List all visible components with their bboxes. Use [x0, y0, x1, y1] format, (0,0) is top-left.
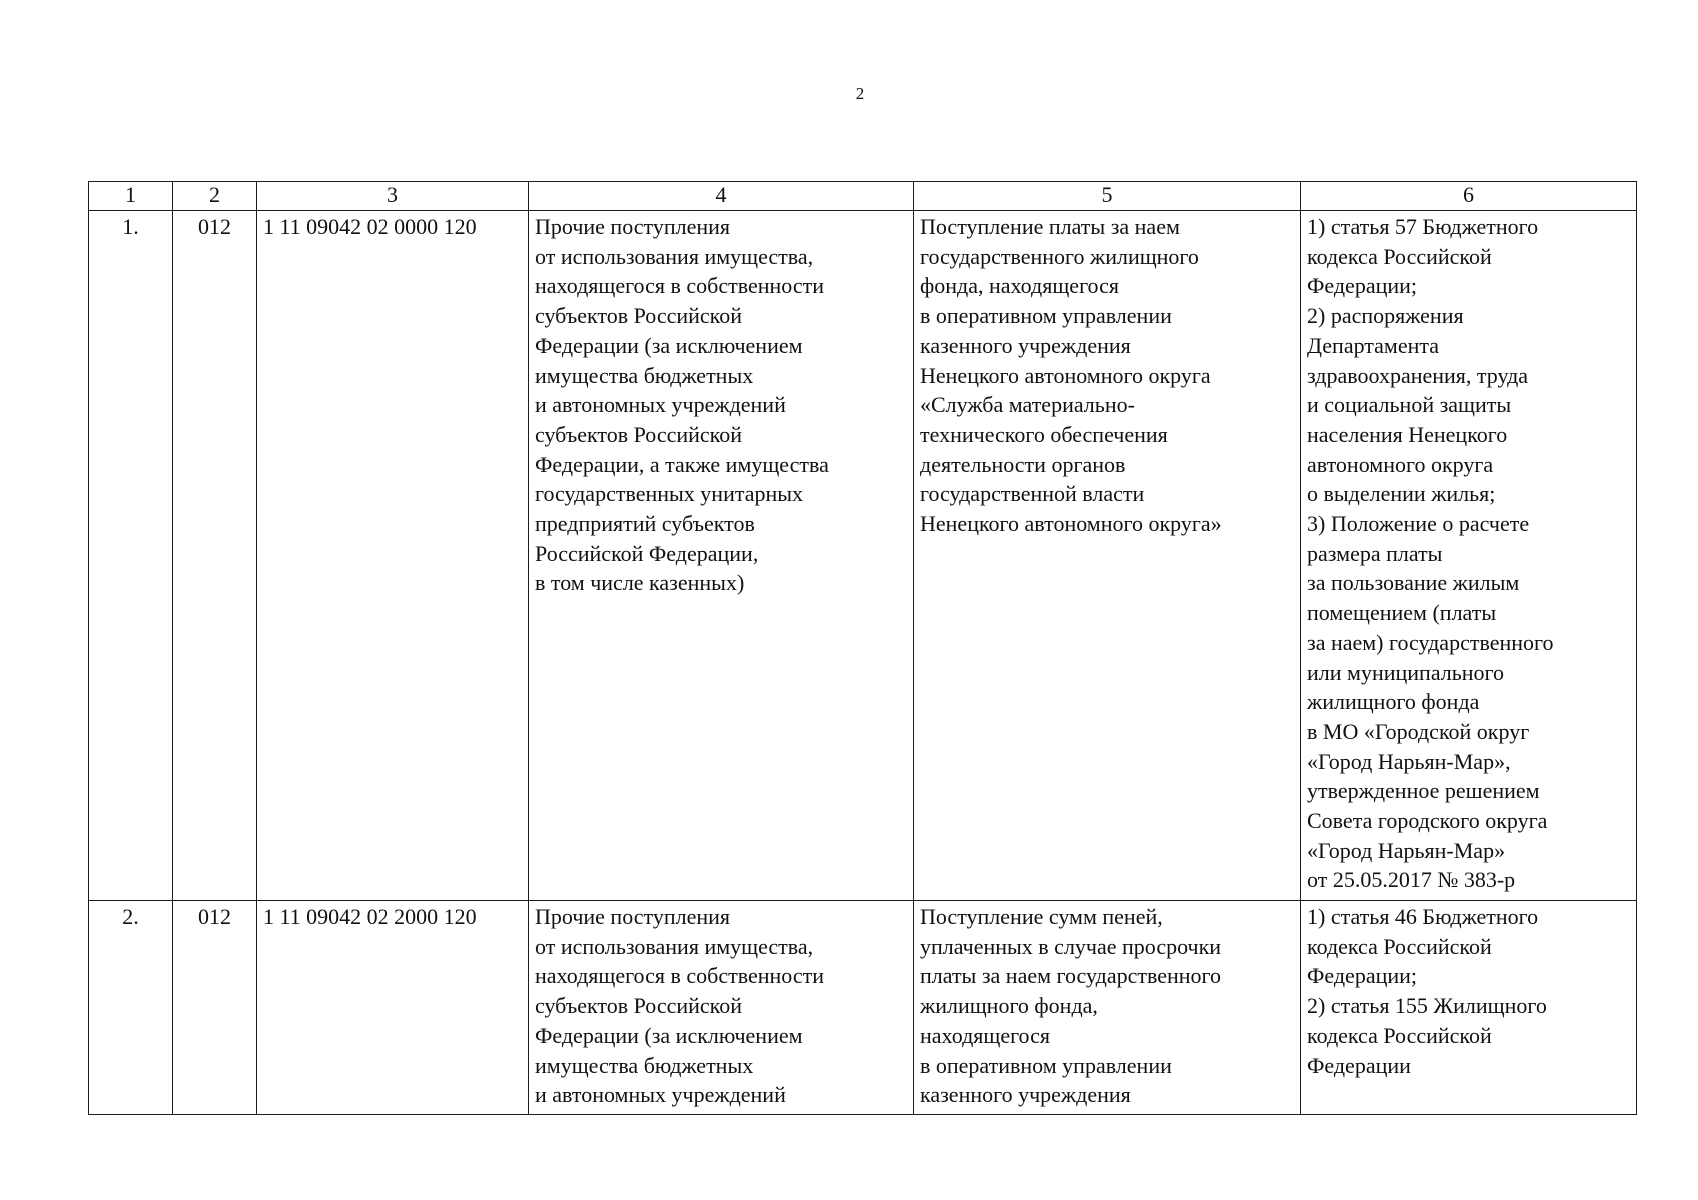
legal-basis — [1301, 901, 1637, 1115]
cell-text-line: «Город Нарьян-Мар» — [1307, 837, 1506, 863]
cell-text-line: «Служба материально- — [920, 392, 1135, 418]
cell-text-line: 1) статья 46 Бюджетного — [1307, 904, 1539, 929]
cell-text-line: за наем) государственного — [1307, 629, 1554, 655]
legal-basis — [1301, 211, 1637, 901]
cell-text-line: Федерации (за исключением — [535, 1022, 803, 1048]
cell-text-line: помещением (платы — [1307, 600, 1497, 626]
cell-text-line: или муниципального — [1307, 659, 1505, 685]
revenue-name — [529, 211, 914, 901]
cell-text-line: Ненецкого автономного округа — [920, 362, 1211, 388]
cell-text-line: имущества бюджетных — [535, 1052, 754, 1078]
cell-text-line: субъектов Российской — [535, 993, 743, 1019]
cell-text-line: от использования имущества, — [535, 933, 814, 959]
budget-classification-code: 1 11 09042 02 0000 120 — [257, 211, 529, 901]
cell-text-line: казенного учреждения — [920, 332, 1131, 358]
cell-text-line: находящегося в собственности — [535, 963, 824, 989]
cell-text-line: государственной власти — [920, 481, 1145, 507]
cell-text-line: субъектов Российской — [535, 303, 743, 329]
cell-text-line: Департамента — [1307, 332, 1440, 358]
cell-text-line: государственных унитарных — [535, 481, 804, 507]
cell-text-line: технического обеспечения — [920, 421, 1168, 447]
cell-text-line: 1) статья 57 Бюджетного — [1307, 214, 1539, 239]
revenue-description — [914, 901, 1301, 1115]
cell-text-line: жилищного фонда — [1307, 689, 1480, 715]
header-row — [89, 182, 1637, 211]
cell-text-line: Российской Федерации, — [535, 540, 759, 566]
cell-text-line: в оперативном управлении — [920, 303, 1172, 329]
cell-text-line: имущества бюджетных — [535, 362, 754, 388]
cell-text-line: уплаченных в случае просрочки — [920, 933, 1222, 959]
budget-classification-code: 1 11 09042 02 2000 120 — [257, 901, 529, 1115]
table-row — [89, 211, 1637, 901]
header-col-6: 6 — [1301, 182, 1637, 211]
cell-text-line: «Город Нарьян-Мар», — [1307, 748, 1511, 774]
cell-text-line: находящегося — [920, 1022, 1050, 1048]
page-number: 2 — [855, 84, 865, 103]
cell-text-line: и социальной защиты — [1307, 392, 1512, 418]
cell-text-line: фонда, находящегося — [920, 273, 1119, 299]
cell-text-line: утвержденное решением — [1307, 778, 1540, 804]
cell-text-line: платы за наем государственного — [920, 963, 1222, 989]
cell-text-line: размера платы — [1307, 540, 1443, 566]
cell-text-line: кодекса Российской — [1307, 933, 1492, 959]
cell-text-line: автономного округа — [1307, 451, 1494, 477]
cell-text-line: в МО «Городской округ — [1307, 718, 1530, 744]
cell-text-line: кодекса Российской — [1307, 1022, 1492, 1048]
cell-text-line: в оперативном управлении — [920, 1052, 1172, 1078]
revenue-table — [88, 181, 1637, 1115]
cell-text-line: субъектов Российской — [535, 421, 743, 447]
cell-text-line: Прочие поступления — [535, 214, 731, 239]
row-number: 1. — [89, 211, 173, 901]
cell-text-line: 2) статья 155 Жилищного — [1307, 993, 1547, 1019]
cell-text-line: 2) распоряжения — [1307, 303, 1464, 329]
header-col-1: 1 — [89, 182, 173, 211]
cell-text-line: Поступление сумм пеней, — [920, 904, 1163, 929]
cell-text-line: и автономных учреждений — [535, 392, 786, 418]
cell-text-line: находящегося в собственности — [535, 273, 824, 299]
header-col-5: 5 — [914, 182, 1301, 211]
cell-text-line: казенного учреждения — [920, 1082, 1131, 1108]
cell-text-line: Федерации — [1307, 1052, 1411, 1078]
cell-text-line: Федерации; — [1307, 963, 1418, 989]
revenue-name — [529, 901, 914, 1115]
header-col-3: 3 — [257, 182, 529, 211]
cell-text-line: от 25.05.2017 № 383-р — [1307, 867, 1516, 893]
cell-text-line: в том числе казенных) — [535, 570, 745, 596]
cell-text-line: Поступление платы за наем — [920, 214, 1180, 239]
cell-text-line: жилищного фонда, — [920, 993, 1098, 1019]
cell-text-line: населения Ненецкого — [1307, 421, 1508, 447]
cell-text-line: Федерации, а также имущества — [535, 451, 829, 477]
admin-code: 012 — [173, 211, 257, 901]
cell-text-line: кодекса Российской — [1307, 243, 1492, 269]
cell-text-line: Федерации; — [1307, 273, 1418, 299]
cell-text-line: государственного жилищного — [920, 243, 1199, 269]
cell-text-line: и автономных учреждений — [535, 1082, 786, 1108]
table-row — [89, 901, 1637, 1115]
header-col-4: 4 — [529, 182, 914, 211]
revenue-description — [914, 211, 1301, 901]
cell-text-line: от использования имущества, — [535, 243, 814, 269]
cell-text-line: Ненецкого автономного округа» — [920, 511, 1222, 537]
cell-text-line: за пользование жилым — [1307, 570, 1520, 596]
cell-text-line: предприятий субъектов — [535, 511, 755, 537]
cell-text-line: Совета городского округа — [1307, 808, 1548, 834]
cell-text-line: о выделении жилья; — [1307, 481, 1496, 507]
cell-text-line: здравоохранения, труда — [1307, 362, 1529, 388]
header-col-2: 2 — [173, 182, 257, 211]
admin-code: 012 — [173, 901, 257, 1115]
cell-text-line: Федерации (за исключением — [535, 332, 803, 358]
cell-text-line: Прочие поступления — [535, 904, 731, 929]
cell-text-line: деятельности органов — [920, 451, 1126, 477]
cell-text-line: 3) Положение о расчете — [1307, 511, 1530, 537]
row-number: 2. — [89, 901, 173, 1115]
